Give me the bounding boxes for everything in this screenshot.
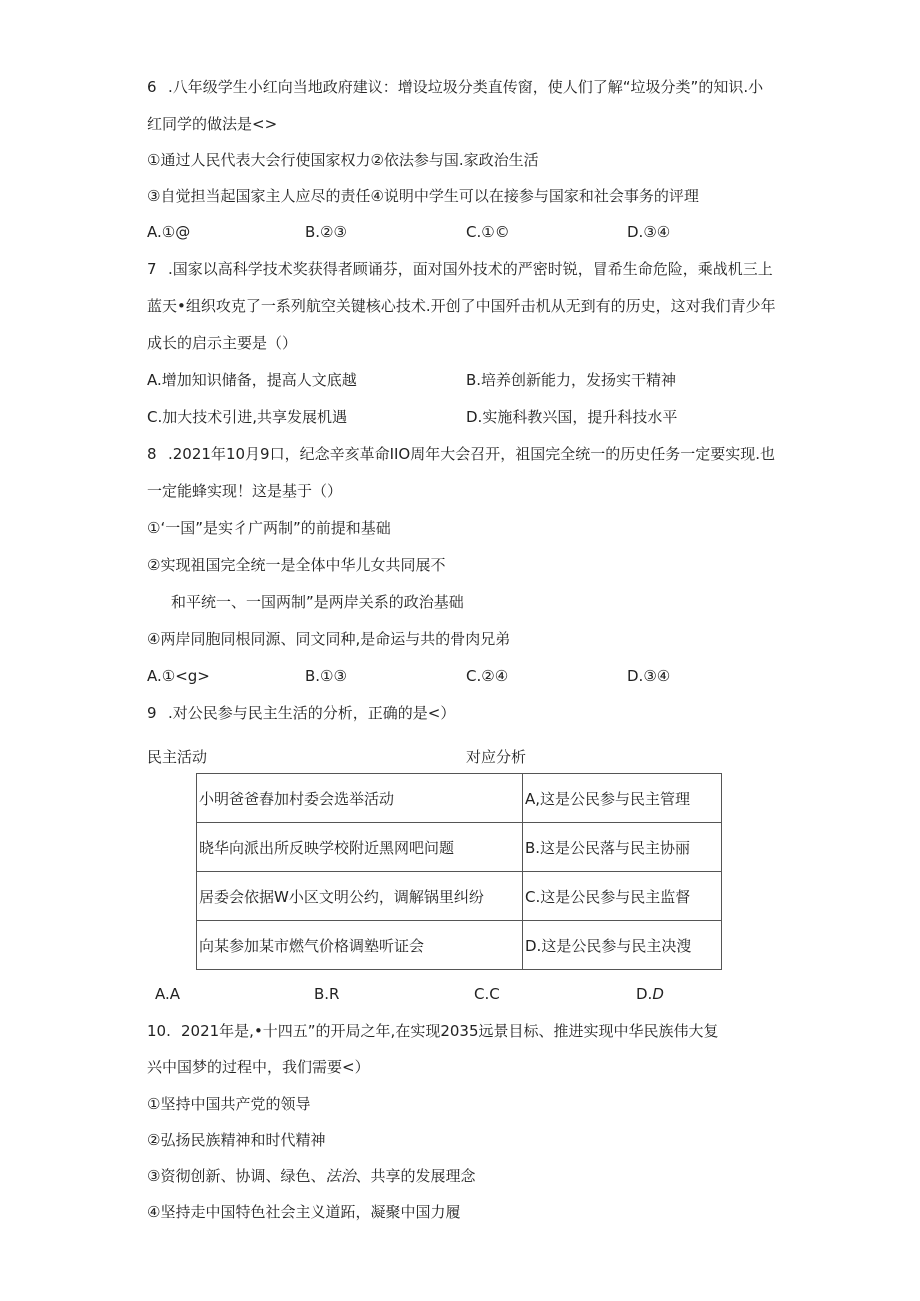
q9-activity-cell: 小明爸爸舂加村委会选举活动 bbox=[197, 774, 523, 823]
table-row bbox=[197, 921, 722, 970]
q9-analysis-cell: A,这是公民参与民主管理 bbox=[523, 774, 722, 823]
q10-statement-3-italic: 法治 bbox=[325, 1167, 356, 1185]
q7-option-a: A.增加知识储备，提高人文底越 bbox=[147, 371, 357, 389]
q10-statement-3-pre: ③资彻创新、协调、绿色、 bbox=[147, 1167, 326, 1185]
q9-analysis-cell: C.这是公民参与民主监督 bbox=[523, 872, 722, 921]
q7-number: 7 bbox=[147, 260, 157, 278]
q9-header-activity: 民主活动 bbox=[147, 748, 208, 766]
q9-option-c: C.C bbox=[474, 985, 500, 1003]
q8-statement-2: ②实现祖国完全统一是全体中华儿女共同展不 bbox=[147, 556, 446, 574]
q6-number: 6 bbox=[147, 78, 157, 96]
q8-statement-3: 和平统一、一国两制”是两岸关系的政治基础 bbox=[171, 593, 464, 611]
q7-stem-line-3: 成长的启示主要是（） bbox=[147, 334, 298, 352]
q8-option-a: A.①<g> bbox=[147, 667, 210, 685]
q6-option-d: D.③④ bbox=[627, 223, 671, 241]
q8-number: 8 bbox=[147, 445, 157, 463]
q8-statement-4: ④两岸同胞同根同源、同文同种,是命运与共的骨肉兄弟 bbox=[147, 630, 511, 648]
q10-statement-2: ②弘扬民族精神和时代精神 bbox=[147, 1131, 326, 1149]
q9-option-b: B.R bbox=[314, 985, 340, 1003]
q10-stem-line-2: 兴中国梦的过程中，我们需要<） bbox=[147, 1058, 370, 1076]
q9-option-a: A.A bbox=[155, 985, 181, 1003]
q8-option-d: D.③④ bbox=[627, 667, 671, 685]
table-row bbox=[197, 823, 722, 872]
q10-statement-3 bbox=[147, 1166, 475, 1186]
q9-option-d-label: D. bbox=[636, 985, 653, 1003]
q6-option-b: B.②③ bbox=[305, 223, 347, 241]
q10-number: 10. bbox=[147, 1022, 171, 1040]
q7-option-c: C.加大技术引进,共享发展机遇 bbox=[147, 408, 348, 426]
q10-statement-4: ④坚持走中国特色社会主义道跖，凝聚中国力履 bbox=[147, 1203, 461, 1221]
q6-option-c: C.①© bbox=[466, 223, 510, 241]
q9-number: 9 bbox=[147, 704, 157, 722]
q9-analysis-cell: B.这是公民落与民主协丽 bbox=[523, 823, 722, 872]
q6-stem-line-2: 红同学的做法是<> bbox=[147, 115, 278, 133]
q9-activity-cell: 向某参加某市燃气价格调塾听证会 bbox=[197, 921, 523, 970]
q8-stem-line-2: 一定能蜂实现！这是基于（） bbox=[147, 482, 343, 500]
q9-option-d bbox=[636, 984, 664, 1004]
q9-header-analysis: 对应分析 bbox=[466, 748, 527, 766]
q8-option-b: B.①③ bbox=[305, 667, 347, 685]
q7-option-d: D.实施科教兴国，提升科技水平 bbox=[466, 408, 678, 426]
q9-activity-cell: 晓华向派出所反映学校附近黑网吧问题 bbox=[197, 823, 523, 872]
q9-analysis-cell: D.这是公民参与民主决溲 bbox=[523, 921, 722, 970]
q7-stem-line-2: 蓝天•组织攻克了一系列航空关键核心技术.开创了中国歼击机从无到有的历史，这对我们青少年 bbox=[147, 297, 776, 315]
q6-stem-line-1: .八年级学生小红向当地政府建议：增设垃圾分类直传窗，使人们了解“垃圾分类”的知识.小 bbox=[168, 78, 764, 96]
q6-statement-2: ③自觉担当起国家主人应尽的责任④说明中学生可以在接参与国家和社会事务的评理 bbox=[147, 187, 699, 205]
q7-stem-line-1: .国家以高科学技术奖获得者顾诵芬，面对国外技术的严密时锐，冒希生命危险，乘战机三上 bbox=[168, 260, 773, 278]
q9-activity-cell: 居委会依据W小区文明公约，调解锅里纠纷 bbox=[197, 872, 523, 921]
q10-stem-line-1: 2021年是,•十四五”的开局之年,在实现2035远景目标、推进实现中华民族伟大复 bbox=[181, 1022, 719, 1040]
table-row bbox=[197, 774, 722, 823]
q8-statement-1: ①‘一国”是实彳广两制”的前提和基础 bbox=[147, 519, 391, 537]
table-row bbox=[197, 872, 722, 921]
q9-table bbox=[196, 773, 722, 970]
q6-option-a: A.①@ bbox=[147, 223, 191, 241]
q8-option-c: C.②④ bbox=[466, 667, 509, 685]
q9-option-d-value: D bbox=[652, 985, 664, 1003]
q9-stem: .对公民参与民主生活的分析，正确的是<） bbox=[168, 704, 456, 722]
q7-option-b: B.培养创新能力，发扬实干精神 bbox=[466, 371, 677, 389]
q10-statement-3-post: 、共享的发展理念 bbox=[355, 1167, 476, 1185]
q10-statement-1: ①坚持中国共产党的领导 bbox=[147, 1095, 311, 1113]
q6-statement-1: ①通过人民代表大会行使国家权力②依法参与国.家政治生活 bbox=[147, 151, 539, 169]
q8-stem-line-1: .2021年10月9口，纪念辛亥革命IIO周年大会召开，祖国完全统一的历史任务一定要实现.也 bbox=[168, 445, 775, 463]
